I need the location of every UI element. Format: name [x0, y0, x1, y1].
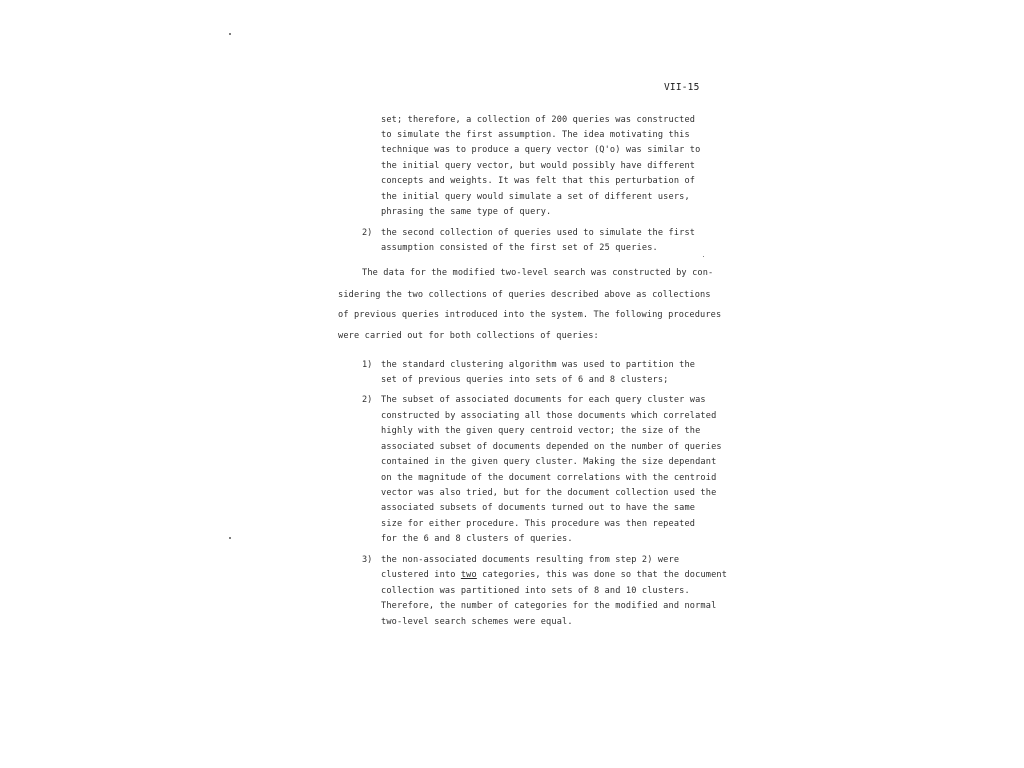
page-number: VII-15 — [664, 82, 700, 93]
text-line: the standard clustering algorithm was used to partition the — [381, 360, 696, 370]
text-line: the initial query would simulate a set of different users, — [381, 192, 690, 202]
list-marker: 2) — [362, 228, 373, 238]
text-line-with-underline — [381, 570, 727, 580]
text-segment: clustered into — [381, 570, 461, 580]
text-line: phrasing the same type of query. — [381, 207, 552, 217]
text-line: on the magnitude of the document correlations with the centroid — [381, 473, 717, 483]
text-line: the non-associated documents resulting from step 2) were — [381, 555, 680, 565]
list-marker: 3) — [362, 555, 373, 565]
text-line: of previous queries introduced into the system. The following procedures — [338, 310, 722, 320]
text-line: to simulate the first assumption. The idea motivating this — [381, 130, 690, 140]
scan-speck — [703, 256, 704, 257]
text-segment: categories, this was done so that the document — [476, 570, 728, 580]
text-line: technique was to produce a query vector (Q'o) was similar to — [381, 145, 701, 155]
scan-speck — [229, 537, 231, 539]
text-line: vector was also tried, but for the document collection used the — [381, 488, 717, 498]
text-line: were carried out for both collections of queries: — [338, 331, 599, 341]
text-line: assumption consisted of the first set of 25 queries. — [381, 243, 658, 253]
text-line: two-level search schemes were equal. — [381, 617, 573, 627]
text-line: highly with the given query centroid vector; the size of the — [381, 426, 701, 436]
text-line: collection was partitioned into sets of 8 and 10 clusters. — [381, 586, 690, 596]
text-line: size for either procedure. This procedure was then repeated — [381, 519, 696, 529]
text-line: The data for the modified two-level search was constructed by con- — [362, 268, 714, 278]
text-line: set; therefore, a collection of 200 queries was constructed — [381, 115, 696, 125]
text-line: Therefore, the number of categories for the modified and normal — [381, 601, 717, 611]
list-marker: 1) — [362, 360, 373, 370]
text-line: associated subset of documents depended on the number of queries — [381, 442, 722, 452]
text-line: concepts and weights. It was felt that this perturbation of — [381, 176, 696, 186]
text-line: set of previous queries into sets of 6 and 8 clusters; — [381, 375, 669, 385]
text-line: sidering the two collections of queries described above as collections — [338, 290, 711, 300]
underlined-word: two — [460, 570, 477, 580]
text-line: associated subsets of documents turned out to have the same — [381, 503, 696, 513]
list-marker: 2) — [362, 395, 373, 405]
text-line: constructed by associating all those documents which correlated — [381, 411, 717, 421]
text-line: the initial query vector, but would possibly have different — [381, 161, 696, 171]
scan-speck — [229, 33, 231, 35]
text-line: the second collection of queries used to simulate the first — [381, 228, 696, 238]
text-line: for the 6 and 8 clusters of queries. — [381, 534, 573, 544]
text-line: contained in the given query cluster. Making the size dependant — [381, 457, 717, 467]
text-line: The subset of associated documents for each query cluster was — [381, 395, 706, 405]
